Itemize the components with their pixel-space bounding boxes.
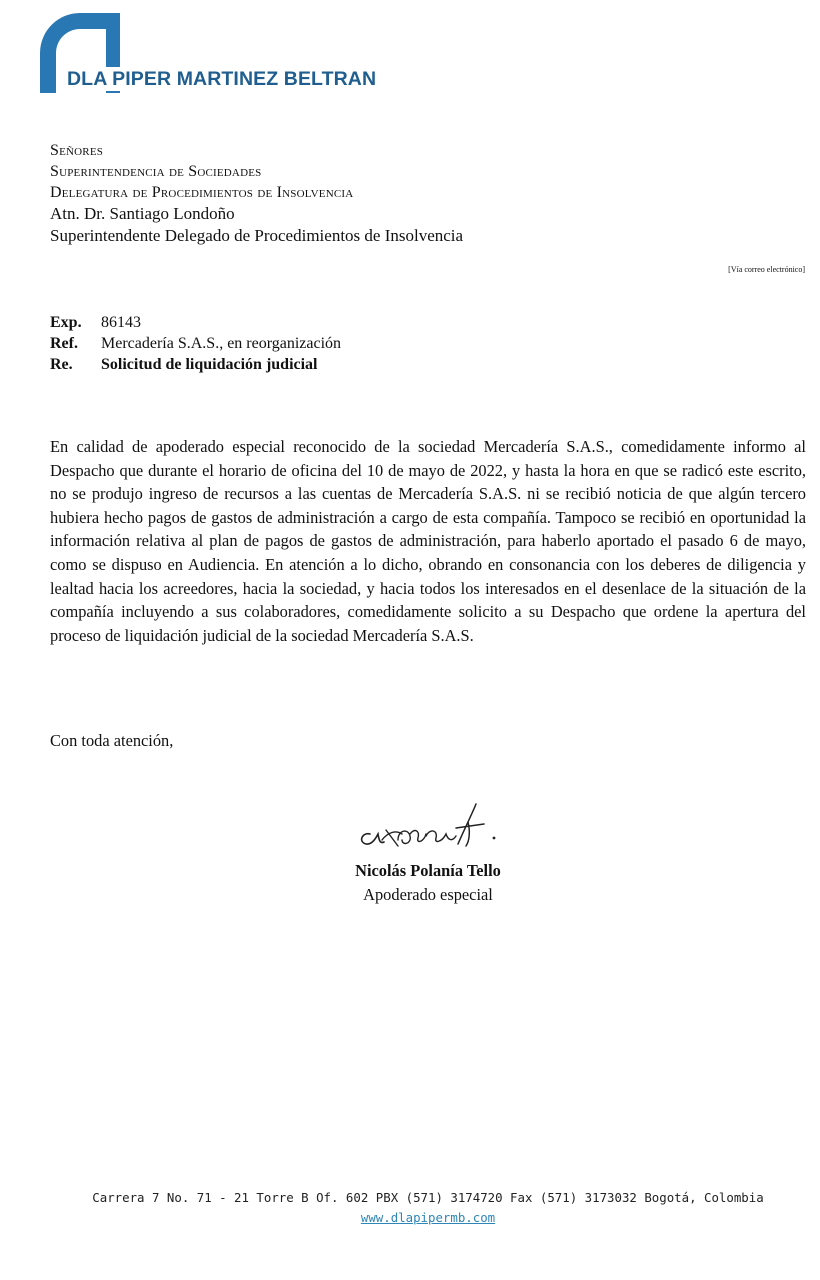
reference-value: Mercadería S.A.S., en reorganización [101, 335, 342, 352]
website-link[interactable]: www.dlapipermb.com [360, 1210, 496, 1225]
reference-label: Ref. [50, 335, 78, 352]
firm-name: DLA PIPER MARTINEZ BELTRAN [65, 67, 380, 91]
addressee-line: Atn. Dr. Santiago Londoño [50, 204, 235, 223]
body-paragraph: En calidad de apoderado especial reconocido de la sociedad Mercadería S.A.S., comedidamente informo al Despacho que durante el horario de oficina del 10 de mayo de 2022, y hasta la hora en que se radicó este escrito, no se produjo ingreso de recursos a las cuentas de Mercadería S.A.S. ni se recibió noticia de que algún tercero hubiera hecho pagos de gastos de administración a cargo de esta compañía. Tampoco se recibió en oportunidad la información relativa al plan de pagos de gastos de administración, para haberlo aportado el pasado 6 de mayo, como se dispuso en Audiencia. En atención a lo dicho, obrando en consonancia con los deberes de diligencia y lealtad hacia los acreedores, hacia la sociedad, y hacia todos los interesados en el desenlace de la situación de la compañía incluyendo a sus colaboradores, comedidamente solicito a su Despacho que ordene la apertura del proceso de liquidación judicial de la sociedad Mercadería S.A.S. [50, 437, 806, 645]
delivery-note: [Vía correo electrónico] [728, 265, 805, 274]
reference-row [50, 354, 341, 375]
addressee-line: Señores [50, 142, 104, 159]
addressee-line: Superintendente Delegado de Procedimientos de Insolvencia [50, 226, 464, 245]
footer-address: Carrera 7 No. 71 - 21 Torre B Of. 602 PBX (571) 3174720 Fax (571) 3173032 Bogotá, Colombia [92, 1190, 764, 1205]
addressee-line: Superintendencia de Sociedades [50, 163, 262, 180]
signer-name: Nicolás Polanía Tello [355, 861, 501, 880]
letterhead-logo [40, 13, 440, 93]
handwritten-signature-icon [352, 800, 512, 860]
reference-label: Exp. [50, 314, 82, 331]
signer-role: Apoderado especial [363, 885, 493, 904]
reference-value: 86143 [101, 314, 141, 331]
reference-label: Re. [50, 356, 73, 373]
addressee-block [50, 140, 463, 247]
reference-row [50, 312, 341, 333]
closing-line: Con toda atención, [50, 731, 174, 750]
subject-value: Solicitud de liquidación judicial [101, 356, 318, 373]
reference-row [50, 333, 341, 354]
addressee-line: Delegatura de Procedimientos de Insolvencia [50, 184, 354, 201]
reference-block [50, 312, 341, 375]
